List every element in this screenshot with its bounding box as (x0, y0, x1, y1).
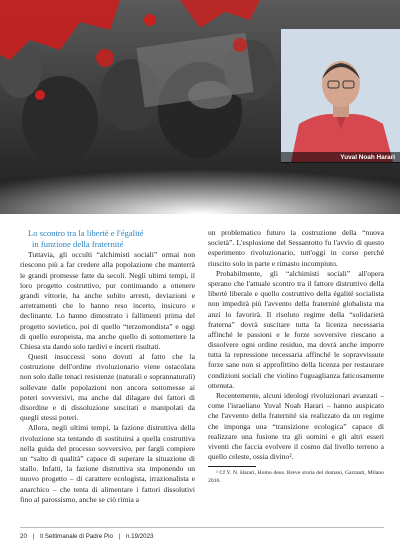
portrait-photo (281, 29, 400, 162)
page-footer (20, 533, 158, 540)
harari-portrait (281, 29, 400, 162)
footer-divider (20, 527, 384, 528)
paragraph: Tuttavia, gli occulti “alchimisti sociali” ormai non riescono più a far credere alla popolazione che manterrà le grandi promesse fatte da secoli. Negli ultimi tempi, il loro progetto costruttivo, pur continuando a ottenere grandi vittorie, ha anche subito arresti, deviazioni e arretramenti che lo hanno reso incerto, insicuro e declinante. Lo hanno dimostrato i fallimenti prima del progetto sovietico, poi di quello “terzomondista” e oggi di quello europeista, ma anche quello di sottomettere la Chiesa sta dando solo tardivi e incerti risultati. (20, 250, 195, 351)
caption-text: Yuval Noah Harari (340, 154, 395, 161)
footer-separator: | (118, 533, 121, 540)
heading-line-2: in funzione della fraternité (32, 238, 124, 249)
inset-caption (281, 152, 400, 163)
paragraph: Probabilmente, gli “alchimisti sociali” all'opera sperano che l'attuale scontro tra il fattore distruttivo della libertè liberale e quello costruttivo della égalité socialista non impedirà più l'avvento della fraternité globalista ma anzi lo favorirà. Il risoluto regime della “solidarietà fraterna” dovrà suscitare tutta la licenza necessaria affinché le passioni e le forze sovversive riescano a dissolvere ogni ordine residuo, ma dovrà anche imporre tutta la repressione necessaria affinché le sopravvissute forze sane non si approfittino della licenza per restaurare condizioni sociali che violino l'uguaglianza faticosamente ottenuta. (208, 268, 384, 390)
footer-separator: | (32, 533, 35, 540)
right-column (208, 228, 384, 485)
paragraph: Recentemente, alcuni ideologi rivoluzionari avanzati – come l'israeliano Yuval Noah Harari – hanno auspicato che l'avvento della fraternité sia realizzato da un regime che imponga una “transizione ecologica” capace di realizzare una fusione tra gli uomini e gli altri esseri viventi che faccia evolvere il cosmo dal livello terreno a quello celeste, ossia divino². (208, 391, 384, 462)
page-number: 20 (20, 533, 27, 540)
paragraph: Questi insuccessi sono dovuti al fatto che la costruzione dell'ordine rivoluzionario viene ostacolata non solo dalle tenaci resistenze (naturali e soprannaturali) sollevate dalle popolazioni non ancora sottomesse ai poteri sovversivi, ma anche dal dilagare dei fattori di disordine e di dissoluzione suscitati e manipolati da quegli stessi poteri. (20, 352, 195, 423)
footnote-divider (208, 466, 256, 467)
magazine-title: Il Settimanale di Padre Pio (39, 533, 113, 540)
paragraph: Allora, negli ultimi tempi, la fazione distruttiva della rivoluzione sta tentando di sostituirsi a quella costruttiva nella guida del processo sovversivo, per fargli compiere un “salto di qualità” capace di superare la situazione di stallo. Infatti, la fazione distruttiva sta imponendo un nuovo progetto – di carattere ecologista, irrazionalista e anarchico – che tenta di alimentare i fattori dissolutivi fino al parossismo, anche se ciò rimia a (20, 423, 195, 504)
issue-number: n.19/2023 (125, 533, 154, 540)
heading-line-1: Lo scontro tra la libertè e l'égalité (28, 228, 144, 238)
section-heading (20, 228, 195, 249)
left-column (20, 228, 195, 505)
footnote: ² Cf Y. N. Harari, Homo deus. Breve storia del domani, Garzanti, Milano 2016. (208, 470, 384, 484)
paragraph: un problematico futuro la costruzione della “nuova società”. L'esplosione del Sessantotto fu l'avvio di questo esperimento rivoluzionario, tutt'oggi in corso perché riuscito solo in parte e rimasto incompiuto. (208, 228, 384, 268)
